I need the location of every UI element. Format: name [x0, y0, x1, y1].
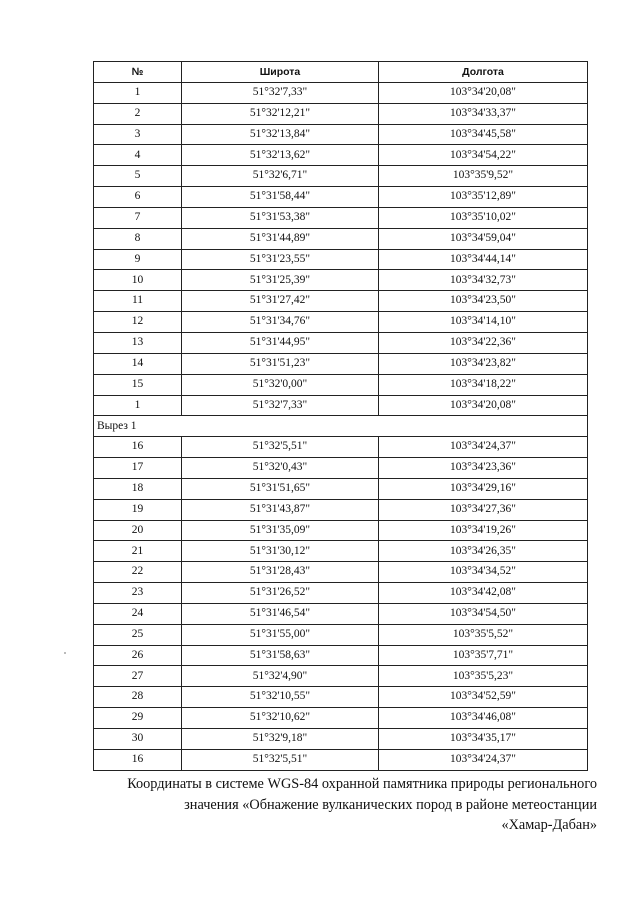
longitude-cell: 103°34'45,58" [379, 124, 588, 145]
table-row [94, 124, 588, 145]
table-row [94, 562, 588, 583]
point-number-cell: 1 [94, 82, 182, 103]
latitude-cell: 51°32'7,33" [182, 395, 379, 416]
table-row [94, 520, 588, 541]
longitude-cell: 103°34'44,14" [379, 249, 588, 270]
point-number-cell: 30 [94, 729, 182, 750]
latitude-cell: 51°31'58,44" [182, 187, 379, 208]
latitude-cell: 51°31'58,63" [182, 645, 379, 666]
table-row [94, 624, 588, 645]
latitude-cell: 51°31'25,39" [182, 270, 379, 291]
point-number-cell: 23 [94, 583, 182, 604]
latitude-cell: 51°32'4,90" [182, 666, 379, 687]
table-row [94, 353, 588, 374]
longitude-cell: 103°34'34,52" [379, 562, 588, 583]
point-number-cell: 24 [94, 603, 182, 624]
table-row [94, 166, 588, 187]
point-number-cell: 4 [94, 145, 182, 166]
point-number-cell: 29 [94, 708, 182, 729]
latitude-cell: 51°32'6,71" [182, 166, 379, 187]
longitude-cell: 103°34'27,36" [379, 499, 588, 520]
longitude-cell: 103°34'24,37" [379, 749, 588, 770]
table-header-row [94, 62, 588, 83]
latitude-cell: 51°31'51,23" [182, 353, 379, 374]
longitude-cell: 103°35'5,23" [379, 666, 588, 687]
table-row [94, 499, 588, 520]
table-row [94, 645, 588, 666]
point-number-cell: 1 [94, 395, 182, 416]
longitude-cell: 103°34'20,08" [379, 82, 588, 103]
longitude-cell: 103°34'29,16" [379, 478, 588, 499]
table-row [94, 437, 588, 458]
header-longitude: Долгота [379, 62, 588, 83]
latitude-cell: 51°32'9,18" [182, 729, 379, 750]
point-number-cell: 13 [94, 332, 182, 353]
table-row [94, 228, 588, 249]
point-number-cell: 15 [94, 374, 182, 395]
table-row [94, 478, 588, 499]
table-row [94, 729, 588, 750]
longitude-cell: 103°34'52,59" [379, 687, 588, 708]
point-number-cell: 16 [94, 437, 182, 458]
point-number-cell: 14 [94, 353, 182, 374]
coordinates-table [93, 61, 588, 771]
table-row [94, 583, 588, 604]
point-number-cell: 6 [94, 187, 182, 208]
table-row [94, 187, 588, 208]
header-latitude: Широта [182, 62, 379, 83]
latitude-cell: 51°31'55,00" [182, 624, 379, 645]
table-row [94, 687, 588, 708]
longitude-cell: 103°34'54,22" [379, 145, 588, 166]
caption-line-3: «Хамар-Дабан» [501, 817, 597, 833]
longitude-cell: 103°34'24,37" [379, 437, 588, 458]
table-row [94, 666, 588, 687]
table-row [94, 291, 588, 312]
longitude-cell: 103°34'22,36" [379, 332, 588, 353]
latitude-cell: 51°32'13,84" [182, 124, 379, 145]
longitude-cell: 103°34'35,17" [379, 729, 588, 750]
longitude-cell: 103°34'20,08" [379, 395, 588, 416]
section-row [94, 416, 588, 437]
table-row [94, 374, 588, 395]
point-number-cell: 25 [94, 624, 182, 645]
table-row [94, 312, 588, 333]
latitude-cell: 51°32'0,00" [182, 374, 379, 395]
point-number-cell: 17 [94, 458, 182, 479]
table-row [94, 207, 588, 228]
section-label: Вырез 1 [94, 416, 588, 437]
table-row [94, 749, 588, 770]
latitude-cell: 51°31'30,12" [182, 541, 379, 562]
table-row [94, 82, 588, 103]
table-caption [95, 774, 597, 836]
latitude-cell: 51°32'10,55" [182, 687, 379, 708]
latitude-cell: 51°31'23,55" [182, 249, 379, 270]
table-row [94, 270, 588, 291]
header-number: № [94, 62, 182, 83]
table-row [94, 332, 588, 353]
longitude-cell: 103°34'46,08" [379, 708, 588, 729]
point-number-cell: 26 [94, 645, 182, 666]
table-row [94, 603, 588, 624]
point-number-cell: 5 [94, 166, 182, 187]
point-number-cell: 21 [94, 541, 182, 562]
point-number-cell: 9 [94, 249, 182, 270]
point-number-cell: 27 [94, 666, 182, 687]
point-number-cell: 12 [94, 312, 182, 333]
latitude-cell: 51°31'34,76" [182, 312, 379, 333]
latitude-cell: 51°31'26,52" [182, 583, 379, 604]
table-row [94, 458, 588, 479]
latitude-cell: 51°31'46,54" [182, 603, 379, 624]
longitude-cell: 103°34'26,35" [379, 541, 588, 562]
scan-speck [64, 652, 66, 654]
latitude-cell: 51°31'28,43" [182, 562, 379, 583]
caption-line-1: Координаты в системе WGS-84 охранной памятника природы регионального [127, 776, 597, 792]
longitude-cell: 103°35'7,71" [379, 645, 588, 666]
longitude-cell: 103°34'23,36" [379, 458, 588, 479]
latitude-cell: 51°31'43,87" [182, 499, 379, 520]
table-row [94, 249, 588, 270]
latitude-cell: 51°31'51,65" [182, 478, 379, 499]
point-number-cell: 22 [94, 562, 182, 583]
longitude-cell: 103°34'19,26" [379, 520, 588, 541]
point-number-cell: 16 [94, 749, 182, 770]
latitude-cell: 51°32'5,51" [182, 437, 379, 458]
latitude-cell: 51°32'5,51" [182, 749, 379, 770]
point-number-cell: 28 [94, 687, 182, 708]
latitude-cell: 51°31'27,42" [182, 291, 379, 312]
table-body [94, 82, 588, 770]
point-number-cell: 7 [94, 207, 182, 228]
latitude-cell: 51°32'12,21" [182, 103, 379, 124]
latitude-cell: 51°31'35,09" [182, 520, 379, 541]
latitude-cell: 51°32'7,33" [182, 82, 379, 103]
point-number-cell: 20 [94, 520, 182, 541]
point-number-cell: 10 [94, 270, 182, 291]
latitude-cell: 51°32'10,62" [182, 708, 379, 729]
table-row [94, 145, 588, 166]
point-number-cell: 2 [94, 103, 182, 124]
table-row [94, 708, 588, 729]
point-number-cell: 11 [94, 291, 182, 312]
point-number-cell: 18 [94, 478, 182, 499]
longitude-cell: 103°35'9,52" [379, 166, 588, 187]
table-row [94, 103, 588, 124]
longitude-cell: 103°35'12,89" [379, 187, 588, 208]
longitude-cell: 103°34'32,73" [379, 270, 588, 291]
longitude-cell: 103°34'42,08" [379, 583, 588, 604]
latitude-cell: 51°32'0,43" [182, 458, 379, 479]
latitude-cell: 51°31'53,38" [182, 207, 379, 228]
latitude-cell: 51°31'44,89" [182, 228, 379, 249]
table-row [94, 395, 588, 416]
latitude-cell: 51°32'13,62" [182, 145, 379, 166]
longitude-cell: 103°34'54,50" [379, 603, 588, 624]
point-number-cell: 19 [94, 499, 182, 520]
longitude-cell: 103°34'23,50" [379, 291, 588, 312]
longitude-cell: 103°34'33,37" [379, 103, 588, 124]
caption-line-2: значения «Обнажение вулканических пород в районе метеостанции [184, 796, 597, 813]
longitude-cell: 103°34'23,82" [379, 353, 588, 374]
latitude-cell: 51°31'44,95" [182, 332, 379, 353]
longitude-cell: 103°34'18,22" [379, 374, 588, 395]
table-row [94, 541, 588, 562]
longitude-cell: 103°35'10,02" [379, 207, 588, 228]
point-number-cell: 8 [94, 228, 182, 249]
longitude-cell: 103°34'59,04" [379, 228, 588, 249]
longitude-cell: 103°34'14,10" [379, 312, 588, 333]
point-number-cell: 3 [94, 124, 182, 145]
longitude-cell: 103°35'5,52" [379, 624, 588, 645]
